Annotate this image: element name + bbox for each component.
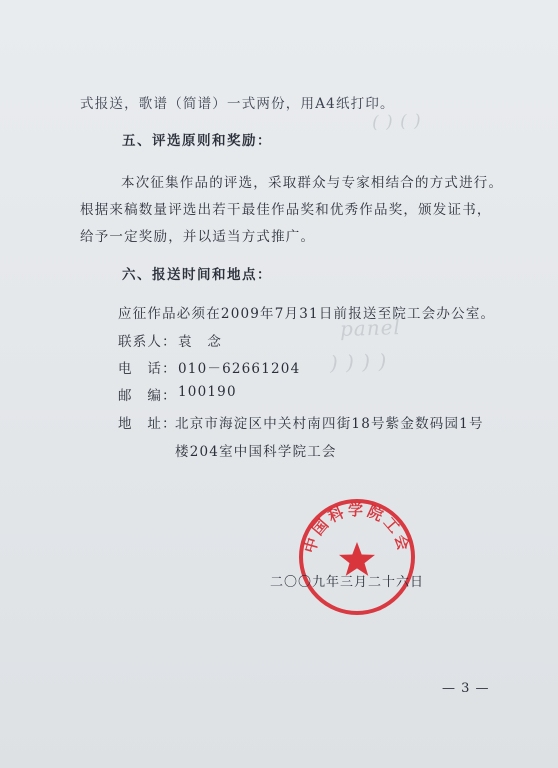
body-line-1: 式报送，歌谱（简谱）一式两份，用A4纸打印。	[80, 96, 395, 112]
section-heading-5: 五、评选原则和奖励：	[122, 133, 272, 149]
section-heading-6: 六、报送时间和地点：	[122, 267, 272, 283]
phone-label: 电 话：	[118, 361, 177, 377]
issue-date: 二〇〇九年三月二十六日	[270, 575, 425, 590]
postcode-label: 邮 编：	[118, 388, 177, 404]
body-paragraph-line: 给予一定奖励，并以适当方式推广。	[80, 229, 316, 245]
body-paragraph-line: 根据来稿数量评选出若干最佳作品奖和优秀作品奖，颁发证书，	[80, 202, 492, 218]
postcode-value: 100190	[178, 384, 237, 400]
bleed-through-text: ( ) ( )	[371, 111, 423, 133]
bleed-through-text: ) ) ) )	[329, 349, 388, 375]
bleed-through-text: panel	[339, 314, 402, 342]
address-line-1: 北京市海淀区中关村南四街18号紫金数码园1号	[175, 416, 484, 432]
seal-text: 中国科学院工会	[300, 500, 414, 556]
contact-value: 袁 念	[178, 334, 223, 350]
address-label: 地 址：	[118, 416, 177, 432]
body-paragraph-line: 应征作品必须在2009年7月31日前报送至院工会办公室。	[118, 306, 496, 322]
contact-label: 联系人：	[118, 334, 177, 350]
address-line-2: 楼204室中国科学院工会	[175, 444, 337, 460]
page-number: — 3 —	[442, 681, 490, 696]
phone-value: 010－62661204	[178, 361, 301, 377]
body-paragraph-line: 本次征集作品的评选，采取群众与专家相结合的方式进行。	[121, 175, 504, 191]
official-seal-stamp	[296, 496, 418, 618]
